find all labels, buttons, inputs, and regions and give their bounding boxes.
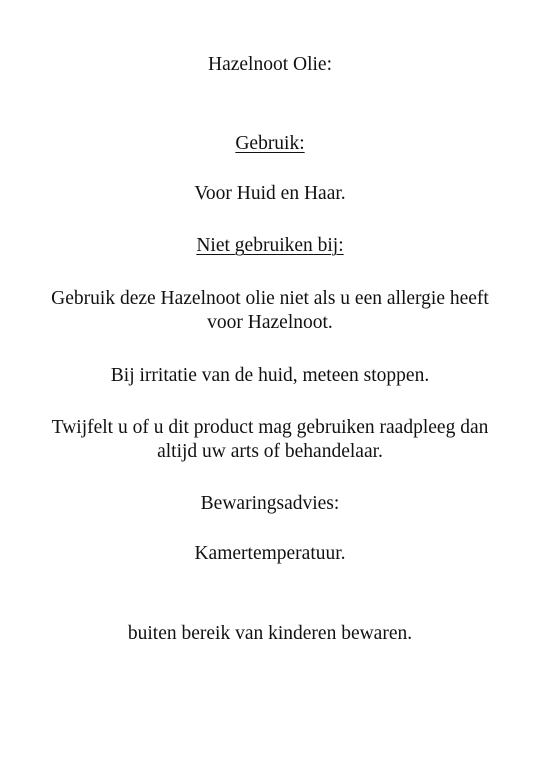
irritation-warning: Bij irritatie van de huid, meteen stoppen. bbox=[110, 365, 430, 386]
contraindication-heading-underlined: Niet bbox=[196, 235, 235, 256]
doubt-advice-line-2: altijd uw arts of behandelaar. bbox=[157, 441, 383, 462]
document-title: Hazelnoot Olie: bbox=[208, 54, 332, 75]
usage-heading-text: Gebruik: bbox=[235, 133, 305, 154]
usage-text: Voor Huid en Haar. bbox=[194, 183, 346, 204]
contraindication-heading-rest: gebruiken bij: bbox=[234, 235, 344, 256]
doubt-advice-line-1: Twijfelt u of u dit product mag gebruiken raadpleeg dan bbox=[51, 417, 489, 438]
storage-text: Kamertemperatuur. bbox=[194, 543, 346, 564]
allergy-warning-line-2: voor Hazelnoot. bbox=[207, 312, 333, 333]
usage-heading bbox=[0, 132, 540, 156]
allergy-warning-line-1: Gebruik deze Hazelnoot olie niet als u een allergie heeft bbox=[51, 288, 489, 309]
children-warning: buiten bereik van kinderen bewaren. bbox=[127, 623, 413, 644]
contraindication-heading bbox=[0, 234, 540, 258]
storage-heading: Bewaringsadvies: bbox=[200, 493, 340, 514]
